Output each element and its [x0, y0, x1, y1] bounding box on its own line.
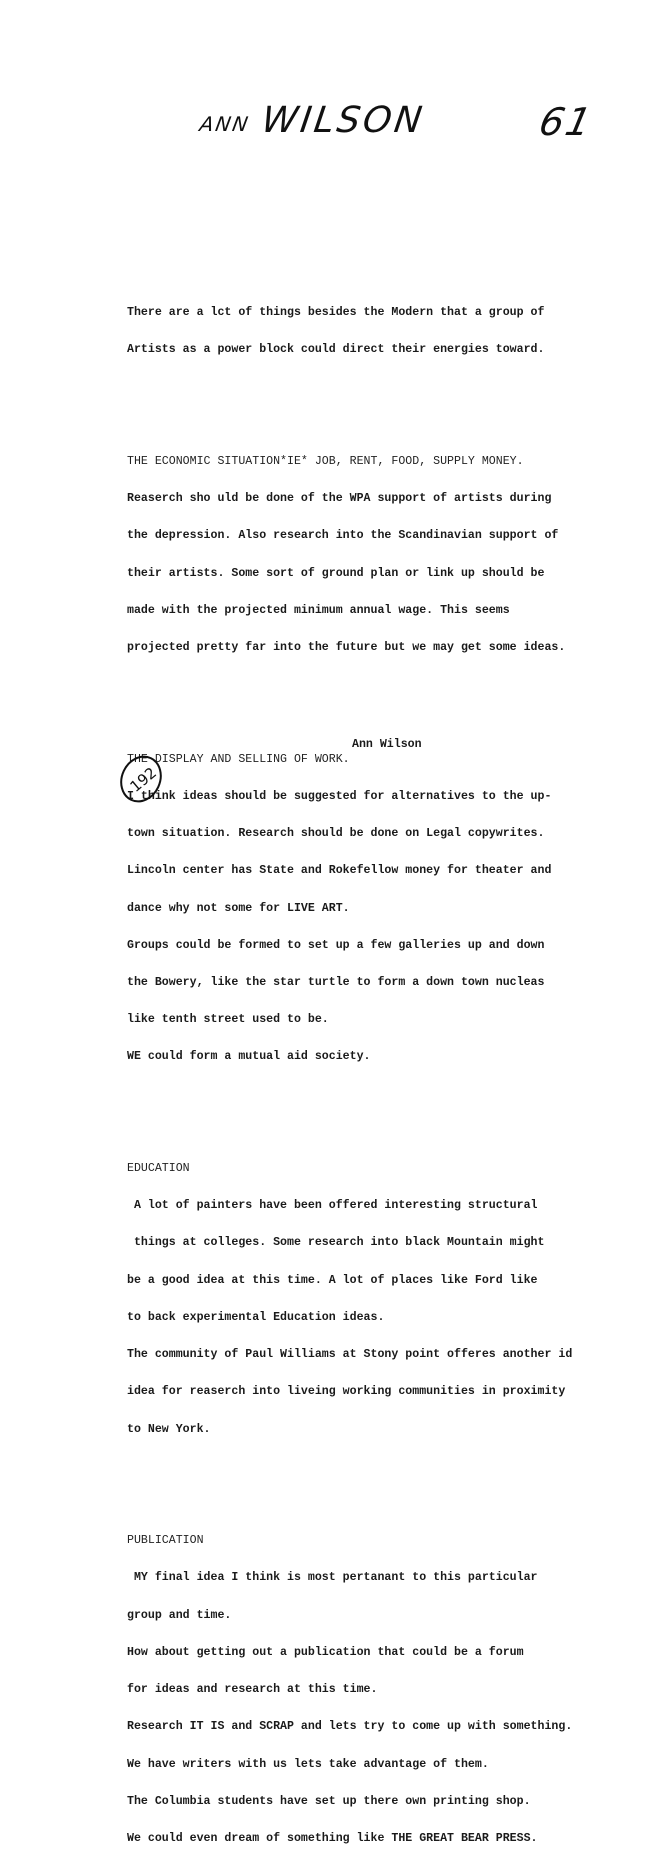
text-line: The Columbia students have set up there own printing shop. — [127, 1794, 531, 1808]
handwritten-first-name: ANN — [197, 112, 252, 136]
text-line: Groups could be formed to set up a few galleries up and down — [127, 938, 545, 952]
text-line: like tenth street used to be. — [127, 1013, 329, 1027]
text-line: their artists. Some sort of ground plan or link up should be — [127, 566, 545, 580]
section-heading: THE ECONOMIC SITUATION*IE* JOB, RENT, FOOD, SUPPLY MONEY. — [127, 454, 524, 468]
text-line: town situation. Research should be done on Legal copywrites. — [127, 827, 545, 841]
text-line: A lot of painters have been offered interesting structural — [127, 1199, 538, 1213]
text-line: We have writers with us lets take advantage of them. — [127, 1757, 489, 1771]
text-line: Reaserch sho uld be done of the WPA support of artists during — [127, 492, 552, 506]
intro-paragraph — [127, 282, 607, 381]
circled-annotation — [118, 752, 164, 804]
text-line: for ideas and research at this time. — [127, 1683, 378, 1697]
text-line: idea for reaserch into liveing working communities in proximity — [127, 1385, 566, 1399]
section-heading: EDUCATION — [127, 1162, 190, 1176]
circled-number-text: 192 — [126, 763, 161, 796]
handwritten-page-number: 61 — [535, 100, 598, 144]
text-line: Lincoln center has State and Rokefellow money for theater and — [127, 864, 552, 878]
section-publication — [127, 1510, 607, 1864]
text-line: things at colleges. Some research into black Mountain might — [127, 1236, 545, 1250]
text-line: to back experimental Education ideas. — [127, 1310, 385, 1324]
text-line: Research IT IS and SCRAP and lets try to come up with something. — [127, 1720, 573, 1734]
section-education — [127, 1138, 607, 1461]
text-line: group and time. — [127, 1608, 232, 1622]
section-heading: THE DISPLAY AND SELLING OF WORK. — [127, 752, 350, 766]
text-line: MY final idea I think is most pertanant to this particular — [127, 1571, 538, 1585]
text-line: There are a lct of things besides the Modern that a group of — [127, 306, 545, 320]
hand-drawn-circle-icon — [118, 752, 164, 804]
section-heading: PUBLICATION — [127, 1534, 204, 1548]
text-line: made with the projected minimum annual wage. This seems — [127, 603, 510, 617]
section-economic-situation — [127, 431, 607, 679]
typewritten-body — [127, 245, 607, 1864]
text-line: I think ideas should be suggested for alternatives to the up- — [127, 789, 552, 803]
text-line: be a good idea at this time. A lot of places like Ford like — [127, 1273, 538, 1287]
text-line: the Bowery, like the star turtle to form a down town nucleas — [127, 975, 545, 989]
text-line: The community of Paul Williams at Stony point offeres another id — [127, 1348, 573, 1362]
text-line: How about getting out a publication that could be a forum — [127, 1645, 524, 1659]
text-line: dance why not some for LIVE ART. — [127, 901, 350, 915]
text-line: projected pretty far into the future but we may get some ideas. — [127, 640, 566, 654]
text-line: Artists as a power block could direct their energies toward. — [127, 343, 545, 357]
text-line: WE could form a mutual aid society. — [127, 1050, 371, 1064]
handwritten-last-name: WILSON — [259, 100, 428, 141]
text-line: We could even dream of something like THE GREAT BEAR PRESS. — [127, 1831, 538, 1845]
text-line: the depression. Also research into the Scandinavian support of — [127, 529, 559, 543]
section-display-and-selling — [127, 729, 607, 1089]
text-line: to New York. — [127, 1422, 211, 1436]
typed-signature: Ann Wilson — [352, 738, 422, 751]
